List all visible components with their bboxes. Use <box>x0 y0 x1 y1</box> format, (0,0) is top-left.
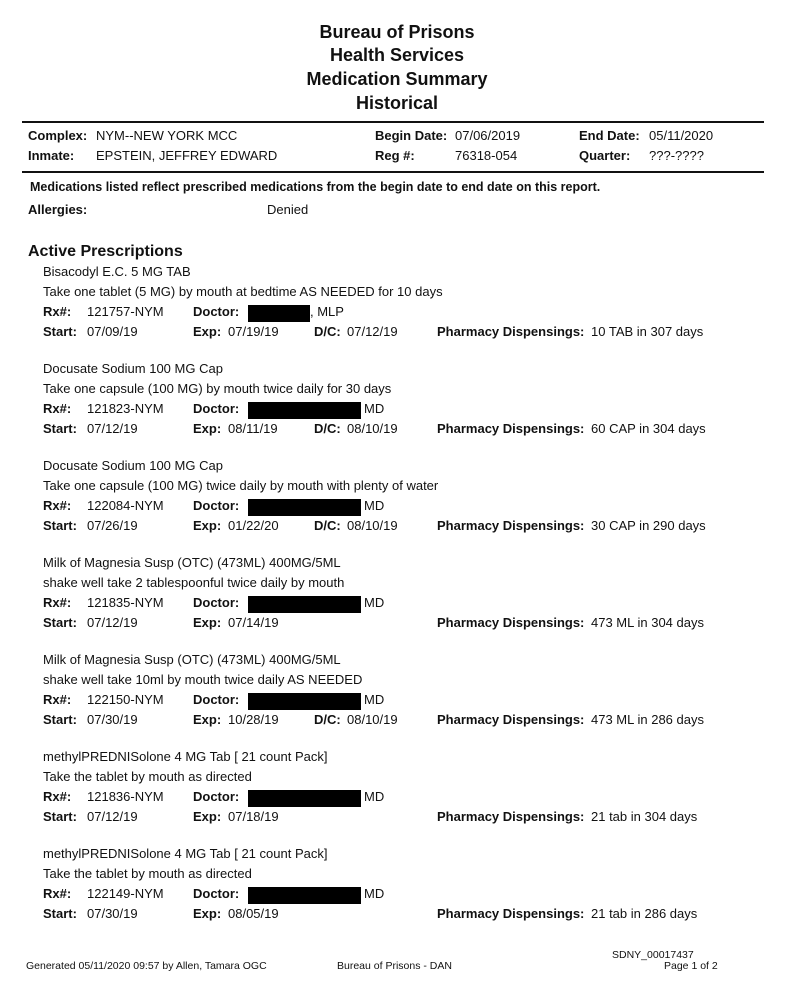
pharmacy-dispensing: 60 CAP in 304 days <box>591 421 706 436</box>
doctor-label: Doctor: <box>193 595 240 610</box>
redaction-box <box>248 887 361 904</box>
doctor-label: Doctor: <box>193 401 240 416</box>
start-label: Start: <box>43 518 77 533</box>
start-date: 07/26/19 <box>87 518 138 533</box>
doctor-credential: MD <box>364 595 385 610</box>
start-date: 07/12/19 <box>87 615 138 630</box>
redaction-box <box>248 305 310 322</box>
rx-number: 122150-NYM <box>87 692 164 707</box>
rx-number: 121823-NYM <box>87 401 164 416</box>
medication-instructions: Take one capsule (100 MG) by mouth twice daily for 30 days <box>43 381 392 396</box>
medication-instructions: Take the tablet by mouth as directed <box>43 769 252 784</box>
header-top-rule <box>22 121 764 123</box>
start-label: Start: <box>43 324 77 339</box>
header-bottom-rule <box>22 171 764 173</box>
doctor-label: Doctor: <box>193 789 240 804</box>
inmate-value: EPSTEIN, JEFFREY EDWARD <box>96 148 278 163</box>
medication-name: methylPREDNISolone 4 MG Tab [ 21 count Pack] <box>43 749 328 764</box>
start-label: Start: <box>43 906 77 921</box>
quarter-value: ???-???? <box>649 148 704 163</box>
rx-number: 122149-NYM <box>87 886 164 901</box>
dc-date: 08/10/19 <box>347 421 398 436</box>
page-number: Page 1 of 2 <box>664 960 718 972</box>
start-date: 07/09/19 <box>87 324 138 339</box>
medication-name: methylPREDNISolone 4 MG Tab [ 21 count Pack] <box>43 846 328 861</box>
exp-date: 10/28/19 <box>228 712 279 727</box>
exp-date: 08/11/19 <box>228 421 278 436</box>
exp-date: 07/18/19 <box>228 809 279 824</box>
start-label: Start: <box>43 712 77 727</box>
report-notice: Medications listed reflect prescribed medications from the begin date to end date on this report. <box>30 180 601 194</box>
dc-date: 08/10/19 <box>347 518 398 533</box>
allergies-label: Allergies: <box>28 202 88 217</box>
rx-number: 121757-NYM <box>87 304 164 319</box>
redaction-box <box>248 596 361 613</box>
reg-label: Reg #: <box>375 148 415 163</box>
exp-date: 08/05/19 <box>228 906 279 921</box>
medication-instructions: shake well take 2 tablespoonful twice daily by mouth <box>43 575 345 590</box>
section-title: Active Prescriptions <box>28 243 183 260</box>
title-line-2: Health Services <box>329 45 465 65</box>
pharmacy-label: Pharmacy Dispensings: <box>437 712 585 727</box>
pharmacy-dispensing: 473 ML in 286 days <box>591 712 704 727</box>
doctor-label: Doctor: <box>193 304 240 319</box>
pharmacy-dispensing: 21 tab in 286 days <box>591 906 698 921</box>
dc-date: 08/10/19 <box>347 712 398 727</box>
footer-generated: Generated 05/11/2020 09:57 by Allen, Tamara OGC <box>26 960 267 972</box>
rx-label: Rx#: <box>43 886 72 901</box>
start-date: 07/12/19 <box>87 809 138 824</box>
complex-value: NYM--NEW YORK MCC <box>96 128 238 143</box>
exp-label: Exp: <box>193 518 222 533</box>
dc-label: D/C: <box>314 518 341 533</box>
redaction-box <box>248 790 361 807</box>
rx-label: Rx#: <box>43 498 72 513</box>
dc-label: D/C: <box>314 421 341 436</box>
inmate-label: Inmate: <box>28 148 75 163</box>
doctor-credential: MD <box>364 498 385 513</box>
doctor-label: Doctor: <box>193 692 240 707</box>
medication-instructions: shake well take 10ml by mouth twice daily AS NEEDED <box>43 672 363 687</box>
medication-instructions: Take one capsule (100 MG) twice daily by mouth with plenty of water <box>43 478 439 493</box>
dc-date: 07/12/19 <box>347 324 398 339</box>
begin-date-label: Begin Date: <box>375 128 448 143</box>
doctor-label: Doctor: <box>193 886 240 901</box>
doctor-credential: MD <box>364 692 385 707</box>
start-label: Start: <box>43 615 77 630</box>
start-date: 07/30/19 <box>87 906 138 921</box>
rx-label: Rx#: <box>43 789 72 804</box>
exp-date: 01/22/20 <box>228 518 279 533</box>
exp-label: Exp: <box>193 906 222 921</box>
medication-name: Bisacodyl E.C. 5 MG TAB <box>43 264 191 279</box>
doctor-label: Doctor: <box>193 498 240 513</box>
doctor-credential: MD <box>364 789 385 804</box>
exp-label: Exp: <box>193 615 222 630</box>
rx-label: Rx#: <box>43 304 72 319</box>
complex-label: Complex: <box>28 128 88 143</box>
bates-number: SDNY_00017437 <box>612 949 694 961</box>
rx-label: Rx#: <box>43 692 72 707</box>
pharmacy-label: Pharmacy Dispensings: <box>437 906 585 921</box>
end-date-value: 05/11/2020 <box>649 128 714 143</box>
exp-label: Exp: <box>193 421 222 436</box>
begin-date-value: 07/06/2019 <box>455 128 521 143</box>
exp-date: 07/19/19 <box>228 324 279 339</box>
redaction-box <box>248 402 361 419</box>
pharmacy-label: Pharmacy Dispensings: <box>437 518 585 533</box>
medication-name: Milk of Magnesia Susp (OTC) (473ML) 400MG/5ML <box>43 555 341 570</box>
pharmacy-label: Pharmacy Dispensings: <box>437 421 585 436</box>
start-date: 07/12/19 <box>87 421 138 436</box>
allergies-value: Denied <box>267 202 309 217</box>
pharmacy-label: Pharmacy Dispensings: <box>437 809 585 824</box>
title-line-3: Medication Summary <box>306 69 488 89</box>
title-line-1: Bureau of Prisons <box>319 22 475 42</box>
start-date: 07/30/19 <box>87 712 138 727</box>
medication-name: Milk of Magnesia Susp (OTC) (473ML) 400MG/5ML <box>43 652 341 667</box>
dc-label: D/C: <box>314 712 341 727</box>
medication-instructions: Take the tablet by mouth as directed <box>43 866 252 881</box>
pharmacy-dispensing: 473 ML in 304 days <box>591 615 704 630</box>
exp-label: Exp: <box>193 712 222 727</box>
medication-instructions: Take one tablet (5 MG) by mouth at bedtime AS NEEDED for 10 days <box>43 284 443 299</box>
rx-number: 121835-NYM <box>87 595 164 610</box>
dc-label: D/C: <box>314 324 341 339</box>
start-label: Start: <box>43 421 77 436</box>
rx-number: 122084-NYM <box>87 498 164 513</box>
start-label: Start: <box>43 809 77 824</box>
pharmacy-dispensing: 30 CAP in 290 days <box>591 518 706 533</box>
pharmacy-dispensing: 10 TAB in 307 days <box>591 324 704 339</box>
exp-label: Exp: <box>193 809 222 824</box>
redaction-box <box>248 693 361 710</box>
quarter-label: Quarter: <box>579 148 631 163</box>
rx-number: 121836-NYM <box>87 789 164 804</box>
pharmacy-label: Pharmacy Dispensings: <box>437 324 585 339</box>
exp-label: Exp: <box>193 324 222 339</box>
rx-label: Rx#: <box>43 595 72 610</box>
redaction-box <box>248 499 361 516</box>
end-date-label: End Date: <box>579 128 640 143</box>
pharmacy-label: Pharmacy Dispensings: <box>437 615 585 630</box>
exp-date: 07/14/19 <box>228 615 279 630</box>
medication-name: Docusate Sodium 100 MG Cap <box>43 458 223 473</box>
pharmacy-dispensing: 21 tab in 304 days <box>591 809 698 824</box>
doctor-credential: MD <box>364 886 385 901</box>
title-line-4: Historical <box>355 93 439 113</box>
doctor-credential: , MLP <box>310 304 344 319</box>
doctor-credential: MD <box>364 401 385 416</box>
footer-center: Bureau of Prisons - DAN <box>337 960 452 972</box>
medication-name: Docusate Sodium 100 MG Cap <box>43 361 223 376</box>
rx-label: Rx#: <box>43 401 72 416</box>
reg-value: 76318-054 <box>455 148 518 163</box>
